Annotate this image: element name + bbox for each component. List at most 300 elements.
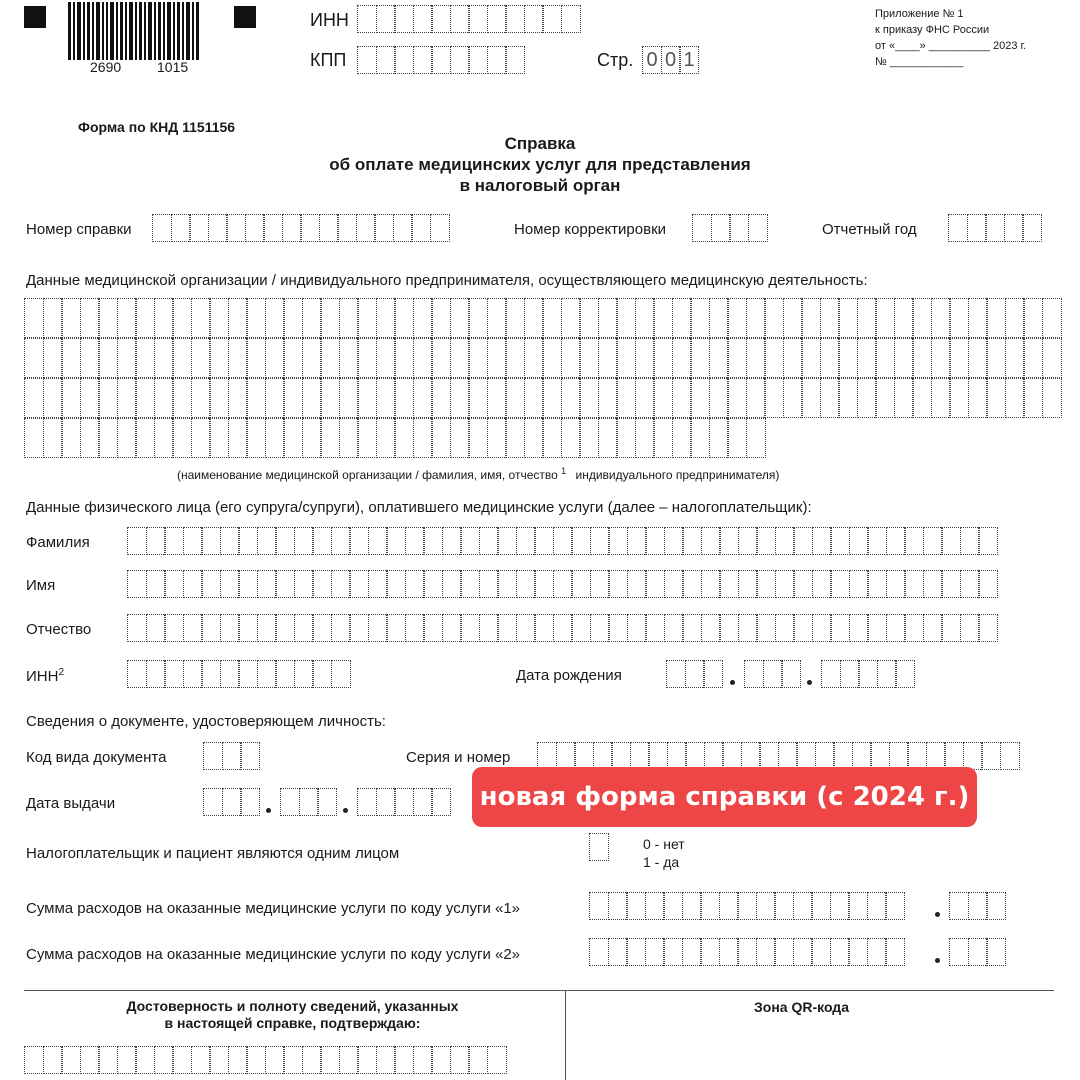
input-cell[interactable] [542,418,562,458]
input-cell[interactable] [275,527,295,555]
input-cell[interactable] [616,378,636,418]
input-cell[interactable] [394,46,414,74]
input-cell[interactable] [561,378,581,418]
input-cell[interactable] [376,418,396,458]
input-cell[interactable] [858,660,878,688]
input-cell[interactable] [886,570,906,598]
input-cell[interactable] [331,660,351,688]
input-cell[interactable] [368,570,388,598]
input-cell[interactable] [534,570,554,598]
input-cell[interactable] [737,892,757,920]
series-number-cells[interactable] [537,742,1018,770]
input-cell[interactable] [61,298,81,338]
input-cell[interactable] [413,46,433,74]
input-cell[interactable] [1005,378,1025,418]
input-cell[interactable] [849,570,869,598]
input-cell[interactable] [135,378,155,418]
input-cell[interactable] [357,378,377,418]
input-cell[interactable] [571,527,591,555]
input-cell[interactable] [941,570,961,598]
input-cell[interactable] [460,614,480,642]
input-cell[interactable] [80,378,100,418]
input-cell[interactable] [320,418,340,458]
input-cell[interactable] [357,1046,377,1074]
input-cell[interactable] [616,418,636,458]
input-cell[interactable] [203,788,223,816]
input-cell[interactable] [553,527,573,555]
input-cell[interactable] [968,378,988,418]
input-cell[interactable] [183,570,203,598]
input-cell[interactable] [848,892,868,920]
input-cell[interactable] [857,298,877,338]
input-cell[interactable] [431,788,451,816]
input-cell[interactable] [811,938,831,966]
input-cell[interactable] [904,614,924,642]
input-cell[interactable] [968,298,988,338]
input-cell[interactable] [630,742,650,770]
input-cell[interactable] [608,570,628,598]
input-cell[interactable] [616,338,636,378]
input-cell[interactable] [579,378,599,418]
input-cell[interactable] [191,418,211,458]
input-cell[interactable] [830,614,850,642]
input-cell[interactable] [283,378,303,418]
input-cell[interactable] [783,298,803,338]
input-cell[interactable] [24,1046,44,1074]
input-cell[interactable] [209,418,229,458]
input-cell[interactable] [302,298,322,338]
input-cell[interactable] [682,938,702,966]
input-cell[interactable] [394,5,414,33]
input-cell[interactable] [672,378,692,418]
input-cell[interactable] [812,570,832,598]
input-cell[interactable] [616,298,636,338]
input-cell[interactable] [294,527,314,555]
input-cell[interactable] [357,418,377,458]
input-cell[interactable] [579,338,599,378]
input-cell[interactable] [183,527,203,555]
input-cell[interactable] [376,788,396,816]
input-cell[interactable] [711,214,731,242]
input-cell[interactable] [561,418,581,458]
input-cell[interactable] [1023,338,1043,378]
input-cell[interactable] [709,298,729,338]
input-cell[interactable] [209,298,229,338]
input-cell[interactable] [487,5,507,33]
input-cell[interactable] [626,892,646,920]
input-cell[interactable] [672,298,692,338]
same-person-input[interactable] [589,833,609,861]
input-cell[interactable] [442,570,462,598]
input-cell[interactable] [294,614,314,642]
issue-day-cells[interactable] [203,788,259,816]
input-cell[interactable] [487,1046,507,1074]
input-cell[interactable] [986,892,1006,920]
input-cell[interactable] [442,527,462,555]
input-cell[interactable] [748,214,768,242]
input-cell[interactable] [164,570,184,598]
input-cell[interactable] [487,418,507,458]
input-cell[interactable] [727,338,747,378]
input-cell[interactable] [949,298,969,338]
input-cell[interactable] [963,742,983,770]
input-cell[interactable] [413,338,433,378]
input-cell[interactable] [701,527,721,555]
birth-month-cells[interactable] [744,660,800,688]
input-cell[interactable] [626,938,646,966]
input-cell[interactable] [394,418,414,458]
input-cell[interactable] [885,892,905,920]
input-cell[interactable] [312,660,332,688]
input-cell[interactable] [172,338,192,378]
input-cell[interactable] [238,527,258,555]
input-cell[interactable] [505,298,525,338]
input-cell[interactable] [228,298,248,338]
input-cell[interactable] [191,378,211,418]
input-cell[interactable] [700,892,720,920]
input-cell[interactable] [98,378,118,418]
input-cell[interactable] [774,938,794,966]
input-cell[interactable] [80,338,100,378]
input-cell[interactable] [294,570,314,598]
input-cell[interactable] [775,527,795,555]
input-cell[interactable] [265,298,285,338]
issue-month-cells[interactable] [280,788,336,816]
input-cell[interactable] [146,614,166,642]
input-cell[interactable] [516,570,536,598]
input-cell[interactable] [968,892,988,920]
input-cell[interactable] [468,1046,488,1074]
input-cell[interactable] [282,214,302,242]
input-cell[interactable] [648,742,668,770]
input-cell[interactable] [756,892,776,920]
org-name-cells[interactable] [24,298,1060,458]
input-cell[interactable] [43,378,63,418]
input-cell[interactable] [479,614,499,642]
input-cell[interactable] [690,418,710,458]
input-cell[interactable] [319,214,339,242]
input-cell[interactable] [265,338,285,378]
input-cell[interactable] [926,742,946,770]
input-cell[interactable] [505,338,525,378]
input-cell[interactable] [719,614,739,642]
input-cell[interactable] [709,338,729,378]
cert-number-cells[interactable] [152,214,448,242]
input-cell[interactable] [320,338,340,378]
input-cell[interactable] [875,338,895,378]
input-cell[interactable] [238,614,258,642]
input-cell[interactable] [283,418,303,458]
input-cell[interactable] [524,338,544,378]
input-cell[interactable] [941,527,961,555]
input-cell[interactable] [135,298,155,338]
input-cell[interactable] [653,298,673,338]
input-cell[interactable] [154,338,174,378]
input-cell[interactable] [238,570,258,598]
input-cell[interactable] [598,378,618,418]
input-cell[interactable] [781,660,801,688]
input-cell[interactable] [24,418,44,458]
input-cell[interactable] [283,1046,303,1074]
input-cell[interactable] [793,570,813,598]
input-cell[interactable] [442,614,462,642]
input-cell[interactable] [746,338,766,378]
input-cell[interactable] [553,614,573,642]
sum1-integer-cells[interactable] [589,892,904,920]
input-cell[interactable] [537,742,557,770]
input-cell[interactable] [423,614,443,642]
input-cell[interactable] [356,214,376,242]
input-cell[interactable] [672,338,692,378]
input-cell[interactable] [127,570,147,598]
input-cell[interactable] [98,298,118,338]
input-cell[interactable] [413,298,433,338]
input-cell[interactable] [923,614,943,642]
input-cell[interactable] [867,527,887,555]
input-cell[interactable] [312,527,332,555]
input-cell[interactable] [923,527,943,555]
input-cell[interactable] [460,570,480,598]
input-cell[interactable] [394,338,414,378]
input-cell[interactable] [967,214,987,242]
input-cell[interactable] [635,378,655,418]
input-cell[interactable] [885,938,905,966]
input-cell[interactable] [978,570,998,598]
input-cell[interactable] [320,1046,340,1074]
input-cell[interactable] [833,742,853,770]
input-cell[interactable] [431,5,451,33]
input-cell[interactable] [542,338,562,378]
input-cell[interactable] [664,527,684,555]
input-cell[interactable] [265,378,285,418]
input-cell[interactable] [534,527,554,555]
input-cell[interactable] [222,742,242,770]
input-cell[interactable] [574,742,594,770]
input-cell[interactable] [685,660,705,688]
input-cell[interactable] [857,338,877,378]
input-cell[interactable] [524,5,544,33]
input-cell[interactable] [672,418,692,458]
input-cell[interactable] [849,527,869,555]
input-cell[interactable] [127,614,147,642]
input-cell[interactable] [154,298,174,338]
input-cell[interactable] [516,614,536,642]
input-cell[interactable] [590,614,610,642]
input-cell[interactable] [201,527,221,555]
input-cell[interactable] [1042,338,1062,378]
input-cell[interactable] [117,1046,137,1074]
input-cell[interactable] [968,938,988,966]
input-cell[interactable] [704,742,724,770]
input-cell[interactable] [164,660,184,688]
header-inn-cells[interactable] [357,5,579,33]
input-cell[interactable] [811,892,831,920]
input-cell[interactable] [245,214,265,242]
input-cell[interactable] [801,338,821,378]
input-cell[interactable] [203,742,223,770]
input-cell[interactable] [690,378,710,418]
input-cell[interactable] [701,614,721,642]
input-cell[interactable] [719,570,739,598]
input-cell[interactable] [117,418,137,458]
input-cell[interactable] [339,298,359,338]
input-cell[interactable] [302,378,322,418]
input-cell[interactable] [820,298,840,338]
input-cell[interactable] [820,378,840,418]
input-cell[interactable] [240,788,260,816]
input-cell[interactable] [778,742,798,770]
input-cell[interactable] [912,338,932,378]
input-cell[interactable] [505,418,525,458]
input-cell[interactable] [201,570,221,598]
input-cell[interactable] [1022,214,1042,242]
input-cell[interactable] [960,527,980,555]
input-cell[interactable] [208,214,228,242]
input-cell[interactable] [524,298,544,338]
input-cell[interactable] [450,338,470,378]
input-cell[interactable] [263,214,283,242]
input-cell[interactable] [487,378,507,418]
input-cell[interactable] [265,418,285,458]
input-cell[interactable] [719,527,739,555]
input-cell[interactable] [738,614,758,642]
input-cell[interactable] [774,892,794,920]
input-cell[interactable] [848,938,868,966]
sum2-integer-cells[interactable] [589,938,904,966]
input-cell[interactable] [923,570,943,598]
input-cell[interactable] [497,614,517,642]
input-cell[interactable] [542,378,562,418]
input-cell[interactable] [645,570,665,598]
input-cell[interactable] [312,614,332,642]
input-cell[interactable] [468,46,488,74]
input-cell[interactable] [331,614,351,642]
input-cell[interactable] [682,570,702,598]
input-cell[interactable] [331,570,351,598]
input-cell[interactable] [941,614,961,642]
input-cell[interactable] [317,788,337,816]
input-cell[interactable] [524,418,544,458]
input-cell[interactable] [542,298,562,338]
input-cell[interactable] [450,418,470,458]
correction-number-cells[interactable] [692,214,766,242]
input-cell[interactable] [146,527,166,555]
input-cell[interactable] [24,338,44,378]
input-cell[interactable] [246,1046,266,1074]
input-cell[interactable] [894,338,914,378]
input-cell[interactable] [238,660,258,688]
input-cell[interactable] [430,214,450,242]
input-cell[interactable] [154,1046,174,1074]
input-cell[interactable] [746,378,766,418]
input-cell[interactable] [857,378,877,418]
input-cell[interactable] [450,1046,470,1074]
input-cell[interactable] [895,660,915,688]
input-cell[interactable] [764,338,784,378]
input-cell[interactable] [468,418,488,458]
input-cell[interactable] [349,614,369,642]
input-cell[interactable] [117,298,137,338]
input-cell[interactable] [793,614,813,642]
input-cell[interactable] [838,378,858,418]
input-cell[interactable] [867,938,887,966]
input-cell[interactable] [801,378,821,418]
input-cell[interactable] [867,570,887,598]
input-cell[interactable] [593,742,613,770]
input-cell[interactable] [727,298,747,338]
input-cell[interactable] [460,527,480,555]
input-cell[interactable] [146,570,166,598]
input-cell[interactable] [172,298,192,338]
input-cell[interactable] [590,570,610,598]
input-cell[interactable] [764,298,784,338]
input-cell[interactable] [653,338,673,378]
input-cell[interactable] [431,298,451,338]
input-cell[interactable] [746,418,766,458]
input-cell[interactable] [746,298,766,338]
input-cell[interactable] [468,298,488,338]
input-cell[interactable] [349,527,369,555]
input-cell[interactable] [877,660,897,688]
input-cell[interactable] [228,338,248,378]
input-cell[interactable] [783,338,803,378]
input-cell[interactable] [1023,298,1043,338]
input-cell[interactable] [431,378,451,418]
input-cell[interactable] [265,1046,285,1074]
input-cell[interactable] [645,614,665,642]
input-cell[interactable] [653,418,673,458]
input-cell[interactable] [867,892,887,920]
input-cell[interactable] [431,1046,451,1074]
input-cell[interactable] [949,378,969,418]
input-cell[interactable] [117,338,137,378]
input-cell[interactable] [764,378,784,418]
input-cell[interactable] [598,338,618,378]
input-cell[interactable] [257,660,277,688]
input-cell[interactable] [948,214,968,242]
input-cell[interactable] [907,742,927,770]
input-cell[interactable] [302,1046,322,1074]
input-cell[interactable] [635,338,655,378]
input-cell[interactable] [339,1046,359,1074]
input-cell[interactable] [590,527,610,555]
input-cell[interactable] [505,5,525,33]
input-cell[interactable] [682,892,702,920]
input-cell[interactable] [886,527,906,555]
input-cell[interactable] [960,570,980,598]
input-cell[interactable] [978,614,998,642]
input-cell[interactable] [337,214,357,242]
sum2-decimal-cells[interactable] [949,938,1005,966]
input-cell[interactable] [24,378,44,418]
input-cell[interactable] [80,418,100,458]
input-cell[interactable] [487,46,507,74]
input-cell[interactable] [339,418,359,458]
input-cell[interactable] [275,570,295,598]
input-cell[interactable] [904,570,924,598]
same-person-cell[interactable] [589,833,608,861]
input-cell[interactable] [727,418,747,458]
input-cell[interactable] [931,378,951,418]
input-cell[interactable] [793,527,813,555]
input-cell[interactable] [275,660,295,688]
input-cell[interactable] [226,214,246,242]
input-cell[interactable] [722,742,742,770]
input-cell[interactable] [1004,214,1024,242]
input-cell[interactable] [727,378,747,418]
birth-year-cells[interactable] [821,660,914,688]
input-cell[interactable] [561,338,581,378]
